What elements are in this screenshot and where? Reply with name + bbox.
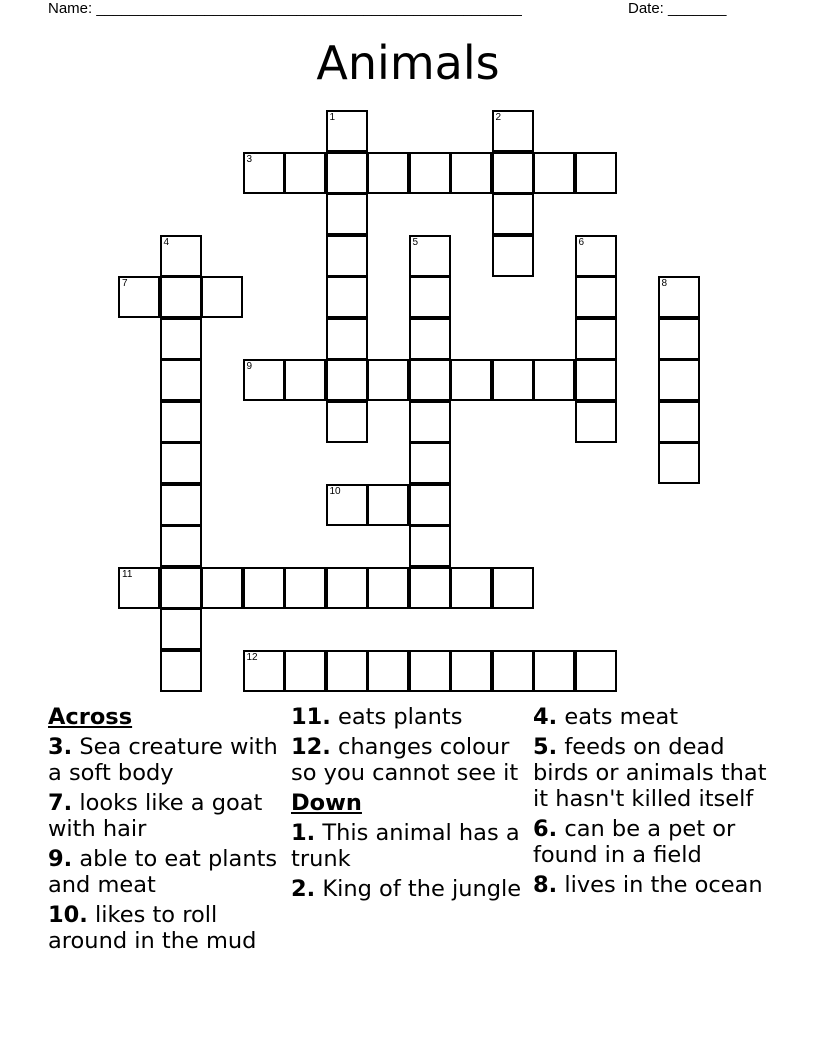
grid-cell[interactable]: [243, 650, 285, 692]
date-field[interactable]: Date: _______: [628, 0, 727, 17]
clue-number: 12: [246, 651, 258, 663]
clue-number: 10: [329, 485, 341, 497]
grid-cell[interactable]: [326, 359, 368, 401]
grid-cell[interactable]: [284, 152, 326, 194]
clue-number: 8: [661, 278, 668, 289]
grid-cell[interactable]: [367, 567, 409, 609]
grid-cell[interactable]: [201, 567, 243, 609]
grid-cell[interactable]: [326, 650, 368, 692]
clue-down-6: 6. can be a pet or found in a field: [533, 816, 736, 868]
grid-cell[interactable]: [201, 276, 243, 318]
grid-cell[interactable]: [160, 484, 202, 526]
grid-cell[interactable]: [575, 401, 617, 443]
clue-down-1: 1. This animal has a trunk: [291, 820, 520, 872]
clue-down-2: 2. King of the jungle: [291, 876, 522, 902]
clue-across-10: 10. likes to roll around in the mud: [48, 902, 257, 954]
grid-cell[interactable]: [409, 235, 451, 277]
grid-cell[interactable]: [575, 650, 617, 692]
grid-cell[interactable]: [284, 359, 326, 401]
grid-cell[interactable]: [326, 110, 368, 152]
grid-cell[interactable]: [658, 318, 700, 360]
grid-cell[interactable]: [450, 152, 492, 194]
grid-cell[interactable]: [367, 152, 409, 194]
grid-cell[interactable]: [575, 318, 617, 360]
grid-cell[interactable]: [492, 235, 534, 277]
grid-cell[interactable]: [284, 650, 326, 692]
across-heading: Across: [48, 704, 133, 730]
grid-cell[interactable]: [409, 567, 451, 609]
grid-cell[interactable]: [450, 359, 492, 401]
grid-cell[interactable]: [243, 567, 285, 609]
clue-number: 9: [246, 361, 253, 372]
grid-cell[interactable]: [367, 359, 409, 401]
grid-cell[interactable]: [492, 567, 534, 609]
grid-cell[interactable]: [492, 152, 534, 194]
grid-cell[interactable]: [243, 359, 285, 401]
grid-cell[interactable]: [160, 235, 202, 277]
grid-cell[interactable]: [450, 650, 492, 692]
grid-cell[interactable]: [160, 276, 202, 318]
clue-down-5: 5. feeds on dead birds or animals that it hasn't killed itself: [533, 734, 767, 812]
grid-cell[interactable]: [658, 401, 700, 443]
grid-cell[interactable]: [409, 318, 451, 360]
grid-cell[interactable]: [160, 442, 202, 484]
grid-cell[interactable]: [160, 650, 202, 692]
grid-cell[interactable]: [533, 152, 575, 194]
grid-cell[interactable]: [118, 567, 160, 609]
grid-cell[interactable]: [492, 359, 534, 401]
clues-column-3: [533, 704, 783, 902]
grid-cell[interactable]: [160, 525, 202, 567]
grid-cell[interactable]: [160, 318, 202, 360]
grid-cell[interactable]: [409, 152, 451, 194]
grid-cell[interactable]: [533, 650, 575, 692]
clue-number: 2: [495, 112, 502, 123]
clue-across-12: 12. changes colour so you cannot see it: [291, 734, 519, 786]
grid-cell[interactable]: [575, 235, 617, 277]
grid-cell[interactable]: [409, 442, 451, 484]
clue-across-9: 9. able to eat plants and meat: [48, 846, 278, 898]
grid-cell[interactable]: [658, 359, 700, 401]
grid-cell[interactable]: [409, 525, 451, 567]
clue-number: 11: [122, 568, 133, 580]
grid-cell[interactable]: [492, 193, 534, 235]
grid-cell[interactable]: [284, 567, 326, 609]
clue-down-4: 4. eats meat: [533, 704, 679, 730]
grid-cell[interactable]: [409, 401, 451, 443]
clue-number: 3: [246, 153, 253, 165]
grid-cell[interactable]: [160, 359, 202, 401]
grid-cell[interactable]: [409, 359, 451, 401]
grid-cell[interactable]: [160, 401, 202, 443]
grid-cell[interactable]: [658, 442, 700, 484]
grid-cell[interactable]: [160, 567, 202, 609]
grid-cell[interactable]: [658, 276, 700, 318]
grid-cell[interactable]: [450, 567, 492, 609]
clue-across-7: 7. looks like a goat with hair: [48, 790, 263, 842]
grid-cell[interactable]: [367, 484, 409, 526]
grid-cell[interactable]: [409, 650, 451, 692]
grid-cell[interactable]: [326, 276, 368, 318]
clue-number: 6: [578, 236, 585, 248]
grid-cell[interactable]: [575, 152, 617, 194]
grid-cell[interactable]: [409, 276, 451, 318]
grid-cell[interactable]: [326, 235, 368, 277]
grid-cell[interactable]: [326, 152, 368, 194]
grid-cell[interactable]: [326, 318, 368, 360]
grid-cell[interactable]: [533, 359, 575, 401]
grid-cell[interactable]: [575, 359, 617, 401]
grid-cell[interactable]: [326, 401, 368, 443]
grid-cell[interactable]: [326, 193, 368, 235]
grid-cell[interactable]: [118, 276, 160, 318]
clues-column-1: [48, 704, 280, 958]
clue-across-3: 3. Sea creature with a soft body: [48, 734, 278, 786]
grid-cell[interactable]: [409, 484, 451, 526]
grid-cell[interactable]: [160, 608, 202, 650]
clue-number: 1: [329, 112, 336, 123]
name-field[interactable]: Name: ___________________________________________________: [48, 0, 522, 17]
clue-number: 4: [163, 236, 170, 248]
grid-cell[interactable]: [326, 484, 368, 526]
grid-cell[interactable]: [492, 650, 534, 692]
clue-down-8: 8. lives in the ocean: [533, 872, 763, 898]
clue-number: 5: [412, 236, 419, 248]
clue-number: 7: [122, 278, 128, 289]
clues-column-2: [291, 704, 523, 906]
puzzle-title: Animals: [316, 36, 500, 90]
grid-cell[interactable]: [243, 152, 285, 194]
grid-cell[interactable]: [492, 110, 534, 152]
grid-cell[interactable]: [575, 276, 617, 318]
grid-cell[interactable]: [367, 650, 409, 692]
grid-cell[interactable]: [326, 567, 368, 609]
clue-across-11: 11. eats plants: [291, 704, 463, 730]
down-heading: Down: [291, 790, 362, 816]
